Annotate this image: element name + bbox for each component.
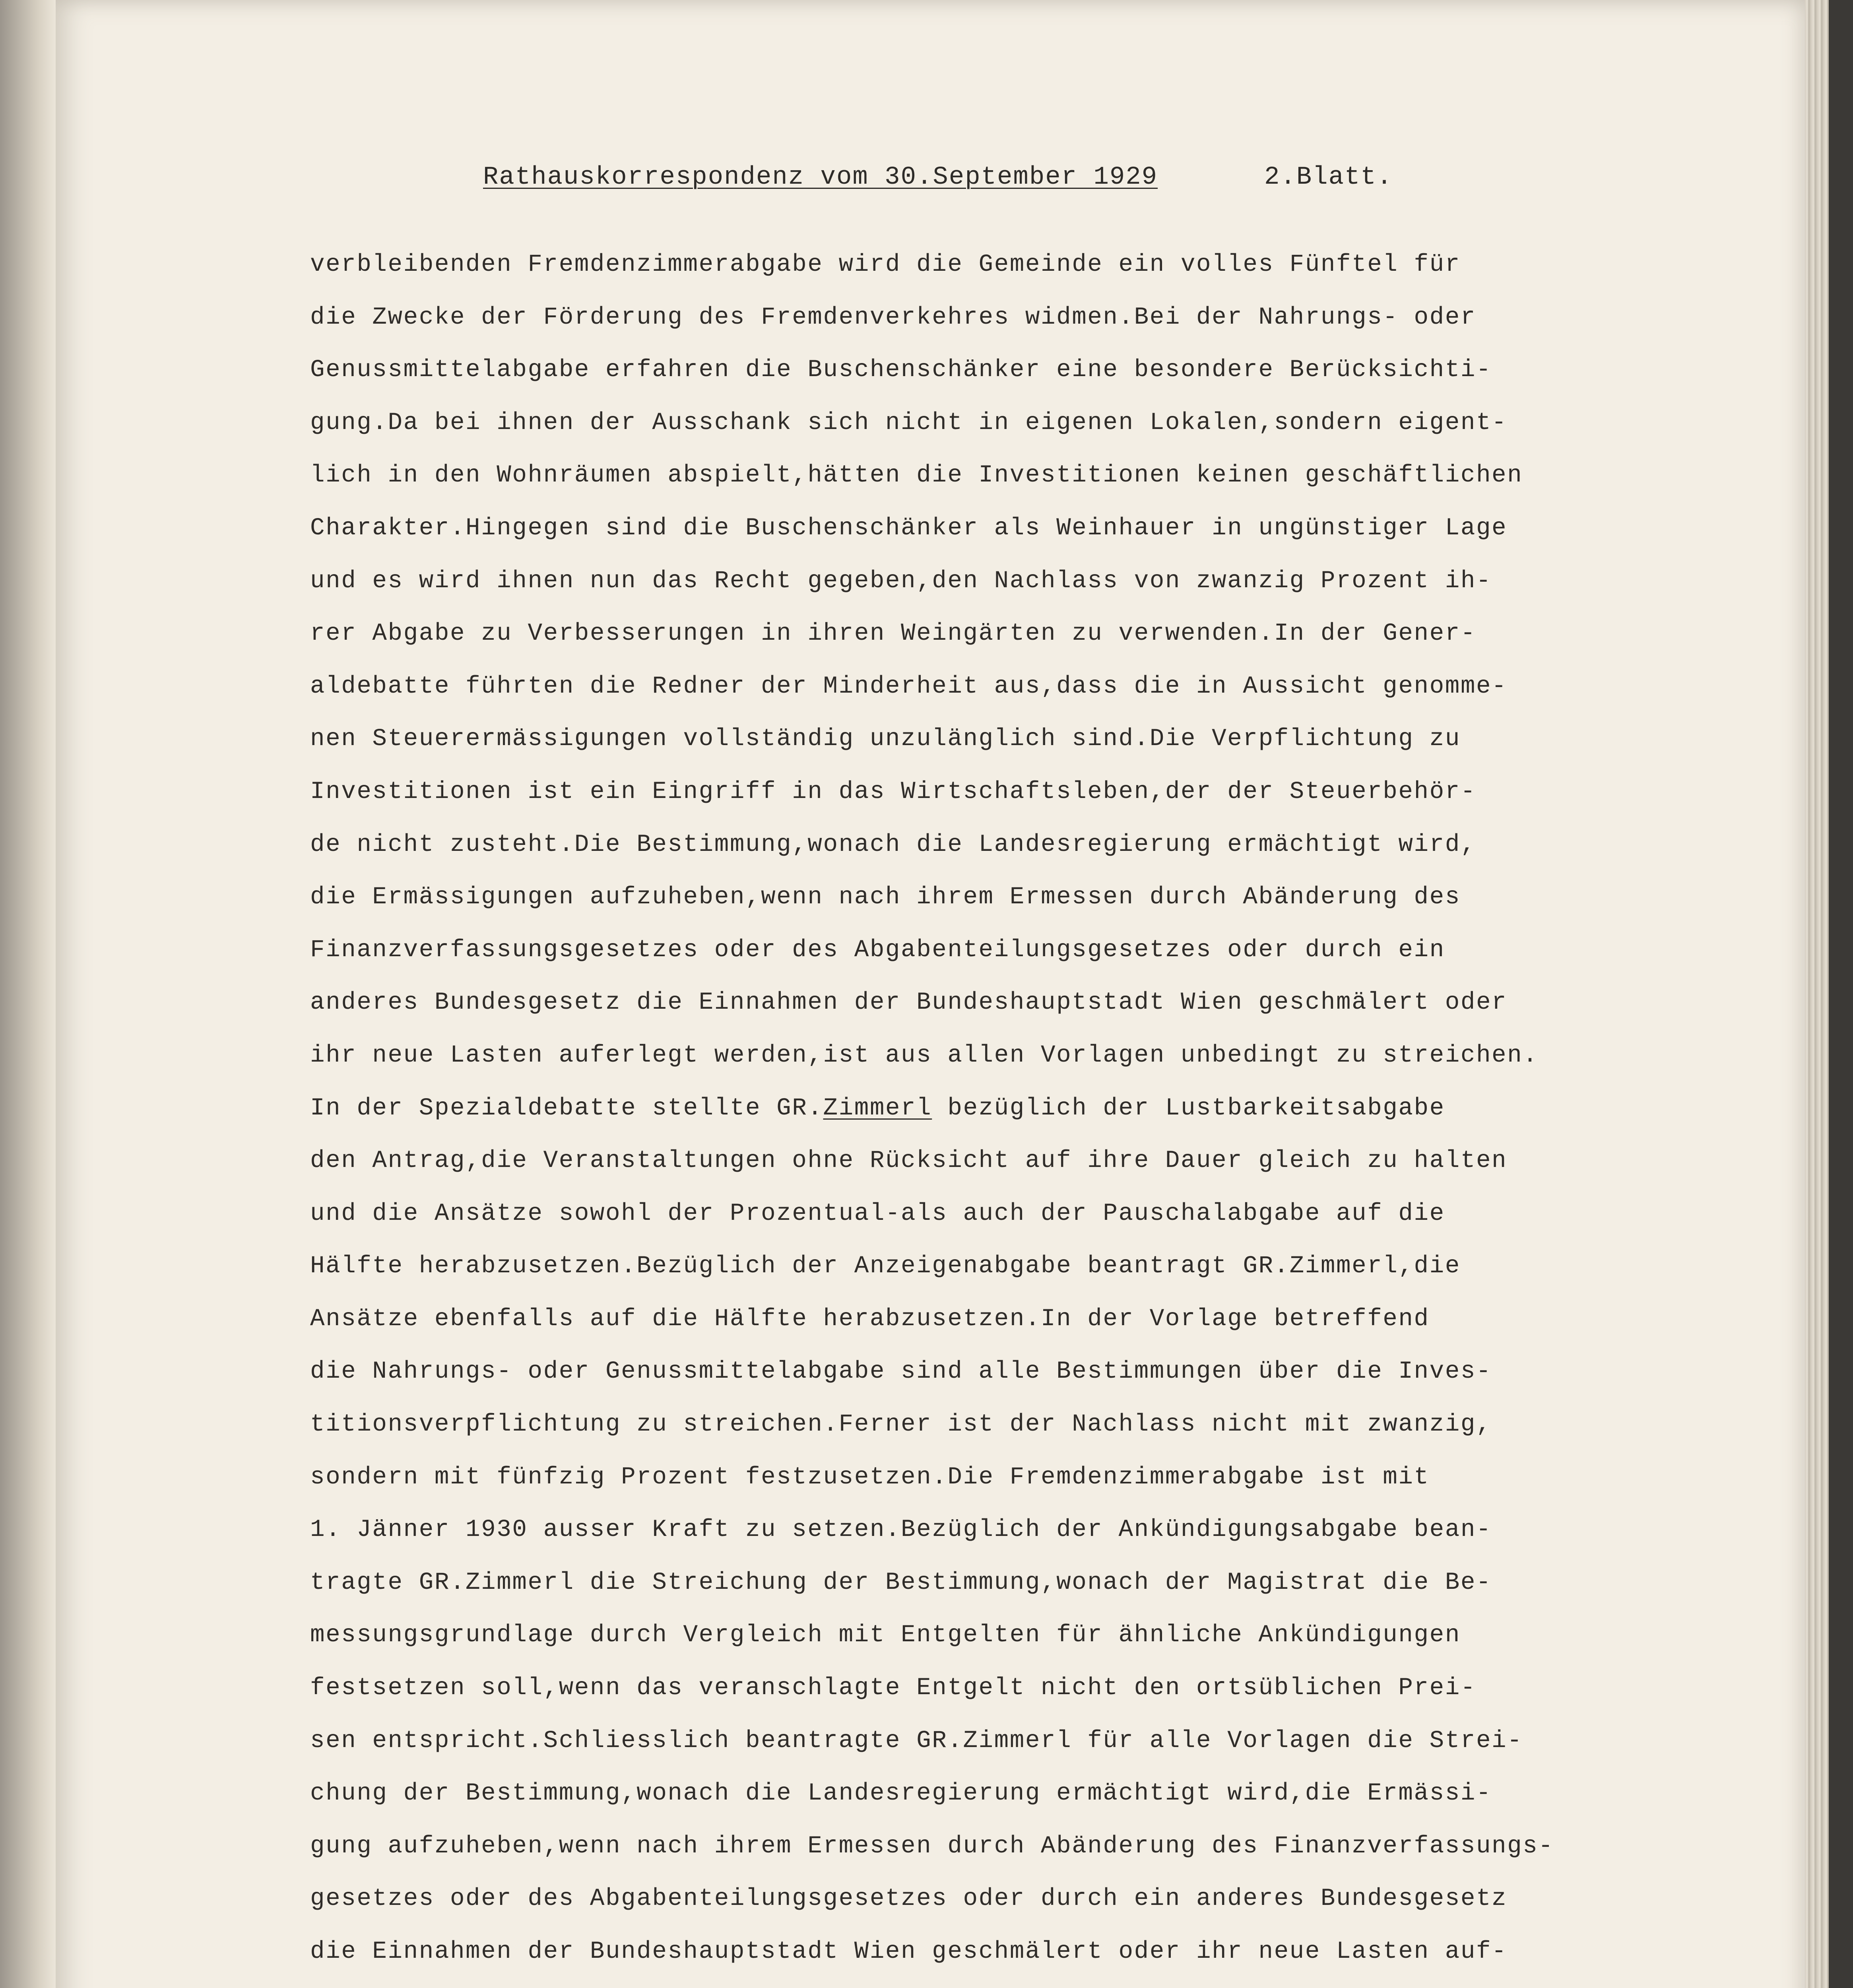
- text-segment: die Zwecke der Förderung des Fremdenverkehres widmen.Bei der Nahrungs- oder: [310, 303, 1476, 331]
- text-line: [310, 713, 1574, 766]
- text-segment: gung.Da bei ihnen der Ausschank sich nicht in eigenen Lokalen,sondern eigent-: [310, 409, 1508, 437]
- text-line: [310, 871, 1574, 924]
- text-segment: rer Abgabe zu Verbesserungen in ihren Weingärten zu verwenden.In der Gener-: [310, 620, 1476, 648]
- text-segment: Genussmittelabgabe erfahren die Buschenschänker eine besondere Berücksichti-: [310, 356, 1492, 384]
- text-line: [310, 1715, 1574, 1768]
- text-segment: festsetzen soll,wenn das veranschlagte Entgelt nicht den ortsüblichen Prei-: [310, 1674, 1476, 1702]
- header-title: Rathauskorrespondenz vom 30.September 1929: [483, 163, 1158, 192]
- text-line: [310, 1451, 1574, 1504]
- text-line: [310, 1820, 1574, 1873]
- text-line: [310, 1926, 1574, 1978]
- text-segment: die Einnahmen der Bundeshauptstadt Wien geschmälert oder ihr neue Lasten auf-: [310, 1938, 1508, 1965]
- text-line: [310, 766, 1574, 819]
- text-segment: messungsgrundlage durch Vergleich mit Entgelten für ähnliche Ankündigungen: [310, 1621, 1461, 1649]
- text-segment: gung aufzuheben,wenn nach ihrem Ermessen durch Abänderung des Finanzverfassungs-: [310, 1832, 1554, 1860]
- text-line: [310, 1609, 1574, 1662]
- text-line: [310, 1557, 1574, 1609]
- text-line: [310, 819, 1574, 872]
- text-segment: und es wird ihnen nun das Recht gegeben,den Nachlass von zwanzig Prozent ih-: [310, 567, 1492, 595]
- text-line: [310, 502, 1574, 555]
- text-segment: de nicht zusteht.Die Bestimmung,wonach die Landesregierung ermächtigt wird,: [310, 831, 1476, 858]
- text-segment: ihr neue Lasten auferlegt werden,ist aus allen Vorlagen unbedingt zu streichen.: [310, 1041, 1539, 1069]
- text-segment: bezüglich der Lustbarkeitsabgabe: [932, 1094, 1445, 1122]
- text-segment: nen Steuerermässigungen vollständig unzulänglich sind.Die Verpflichtung zu: [310, 725, 1461, 753]
- text-segment: chung der Bestimmung,wonach die Landesregierung ermächtigt wird,die Ermässi-: [310, 1780, 1492, 1807]
- text-line: [310, 555, 1574, 608]
- text-line: [310, 291, 1574, 344]
- text-segment: Charakter.Hingegen sind die Buschenschänker als Weinhauer in ungünstiger Lage: [310, 514, 1508, 542]
- page-gutter: [0, 0, 56, 1988]
- sheet-number: 2.Blatt.: [1264, 163, 1393, 192]
- text-segment: In der Spezialdebatte stellte GR.: [310, 1094, 823, 1122]
- text-segment: anderes Bundesgesetz die Einnahmen der Bundeshauptstadt Wien geschmälert oder: [310, 989, 1508, 1017]
- text-line: [310, 977, 1574, 1029]
- text-segment: die Ermässigungen aufzuheben,wenn nach ihrem Ermessen durch Abänderung des: [310, 883, 1461, 911]
- page-stack-edge: [1805, 0, 1853, 1988]
- text-line: [310, 1398, 1574, 1451]
- text-segment: lich in den Wohnräumen abspielt,hätten die Investitionen keinen geschäftlichen: [310, 462, 1523, 489]
- text-line: [310, 449, 1574, 502]
- text-segment: sen entspricht.Schliesslich beantragte GR.Zimmerl für alle Vorlagen die Strei-: [310, 1727, 1523, 1755]
- text-line: [310, 344, 1574, 397]
- text-line: [310, 1188, 1574, 1241]
- text-segment: gesetzes oder des Abgabenteilungsgesetzes oder durch ein anderes Bundesgesetz: [310, 1885, 1508, 1913]
- text-line: [310, 924, 1574, 977]
- text-segment: titionsverpflichtung zu streichen.Ferner ist der Nachlass nicht mit zwanzig,: [310, 1411, 1492, 1439]
- text-line: [310, 1240, 1574, 1293]
- text-segment: verbleibenden Fremdenzimmerabgabe wird die Gemeinde ein volles Fünftel für: [310, 251, 1461, 278]
- body-text: [310, 239, 1574, 1988]
- text-segment: tragte GR.Zimmerl die Streichung der Bestimmung,wonach der Magistrat die Be-: [310, 1569, 1492, 1596]
- text-line: [310, 1504, 1574, 1557]
- text-segment: Finanzverfassungsgesetzes oder des Abgabenteilungsgesetzes oder durch ein: [310, 936, 1445, 964]
- text-segment: 1. Jänner 1930 ausser Kraft zu setzen.Bezüglich der Ankündigungsabgabe bean-: [310, 1516, 1492, 1544]
- text-line: [310, 1767, 1574, 1820]
- text-segment: aldebatte führten die Redner der Minderheit aus,dass die in Aussicht genommе-: [310, 672, 1508, 700]
- text-segment: und die Ansätze sowohl der Prozentual-als auch der Pauschalabgabe auf die: [310, 1200, 1445, 1227]
- text-line: [310, 608, 1574, 660]
- text-segment: den Antrag,die Veranstaltungen ohne Rücksicht auf ihre Dauer gleich zu halten: [310, 1147, 1508, 1175]
- text-line: [310, 397, 1574, 450]
- text-line: [310, 239, 1574, 291]
- text-line: [310, 1029, 1574, 1082]
- text-line: [310, 1082, 1574, 1135]
- text-segment: Hälfte herabzusetzen.Bezüglich der Anzeigenabgabe beantragt GR.Zimmerl,die: [310, 1252, 1461, 1280]
- text-segment: die Nahrungs- oder Genussmittelabgabe sind alle Bestimmungen über die Inves-: [310, 1358, 1492, 1386]
- text-line: [310, 1873, 1574, 1926]
- underlined-name: Zimmerl: [823, 1094, 932, 1122]
- text-segment: Ansätze ebenfalls auf die Hälfte herabzusetzen.In der Vorlage betreffend: [310, 1305, 1430, 1333]
- text-line: [310, 1345, 1574, 1398]
- text-segment: sondern mit fünfzig Prozent festzusetzen.Die Fremdenzimmerabgabe ist mit: [310, 1463, 1430, 1491]
- text-segment: Investitionen ist ein Eingriff in das Wirtschaftsleben,der der Steuerbehör-: [310, 778, 1476, 806]
- binding-band: [1829, 0, 1853, 1988]
- text-line: [310, 1135, 1574, 1188]
- text-line: [310, 660, 1574, 713]
- page-header: [483, 163, 1477, 192]
- text-line: [310, 1662, 1574, 1715]
- text-line: [310, 1978, 1574, 1988]
- text-line: [310, 1293, 1574, 1346]
